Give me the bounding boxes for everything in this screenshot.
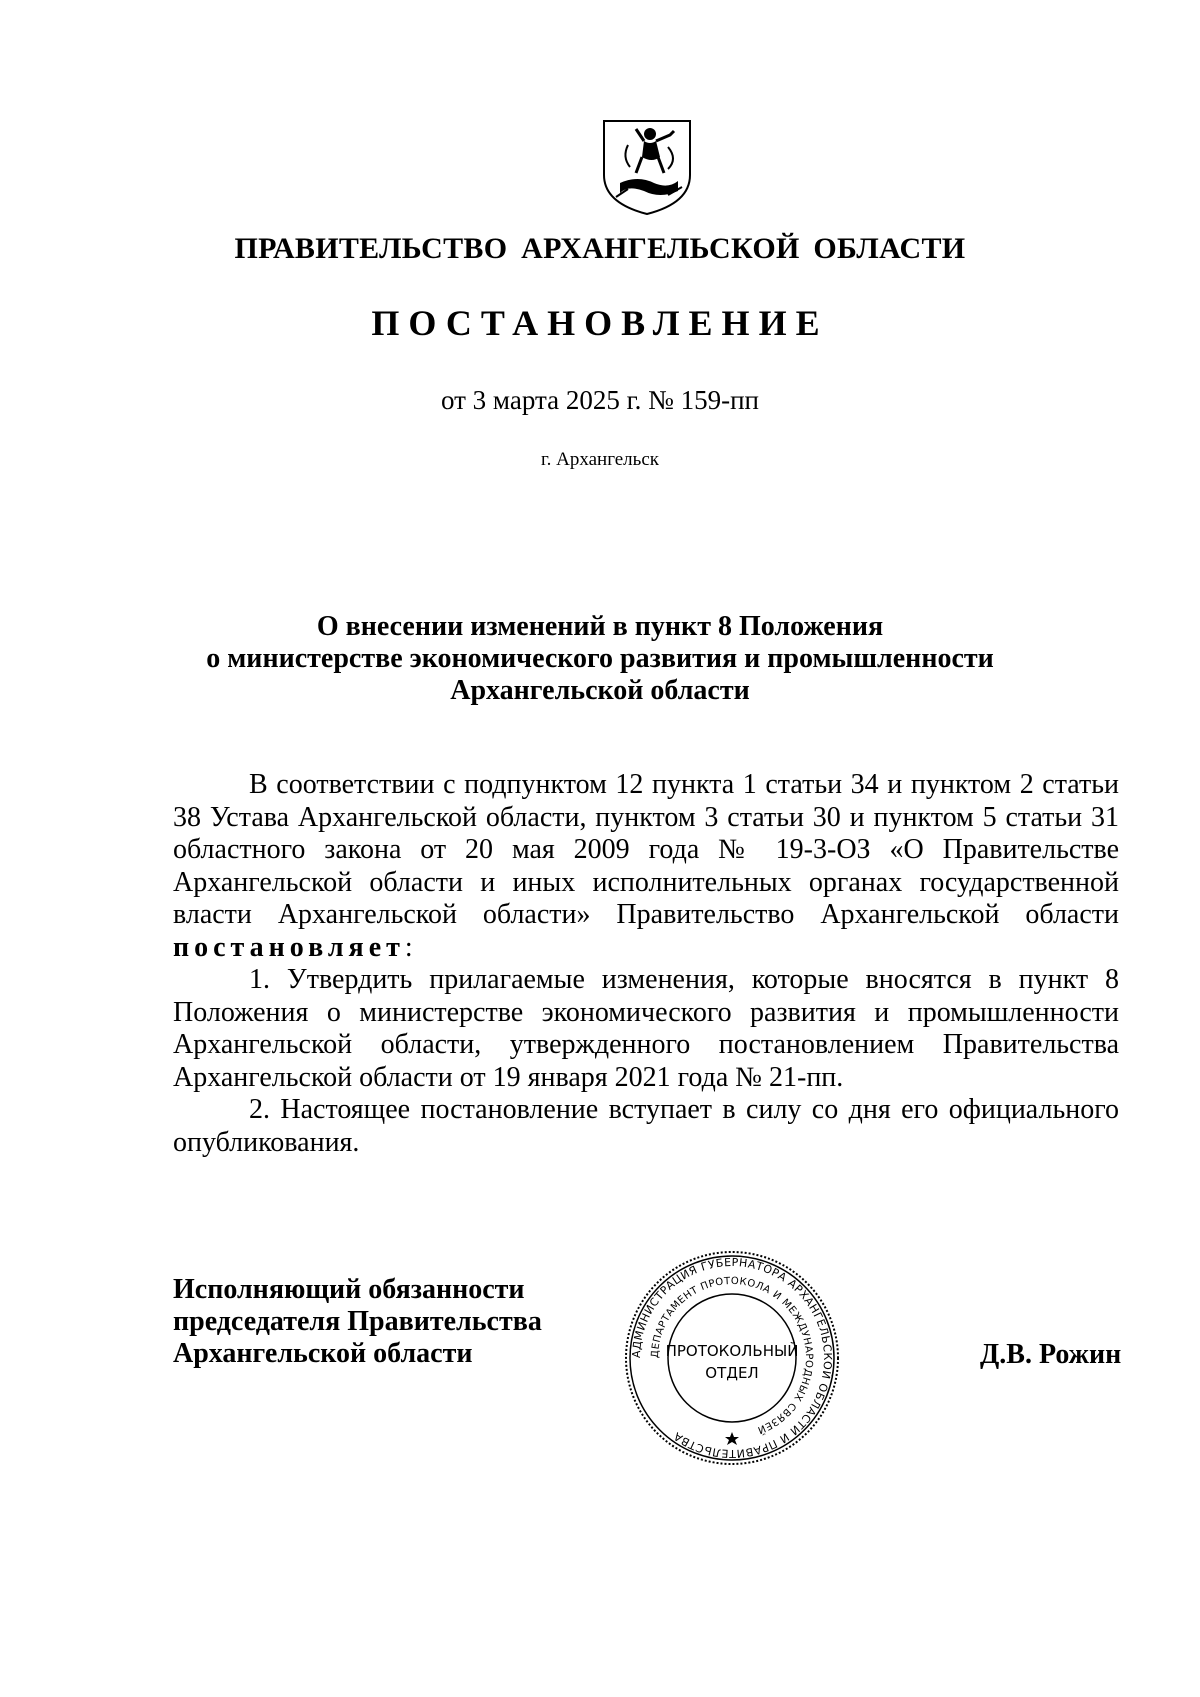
decree-item-1: 1. Утвердить прилагаемые изменения, которые вносятся в пункт 8 Положения о министерстве экономического развития и промышленности Архангельской области, утвержденного постановлением Правительства Архангельской области от 19 января 2021 года № 21-пп. — [173, 964, 1119, 1093]
signer-name: Д.В. Рожин — [980, 1339, 1122, 1370]
stamp-center-line: ОТДЕЛ — [705, 1364, 759, 1382]
government-title: ПРАВИТЕЛЬСТВО АРХАНГЕЛЬСКОЙ ОБЛАСТИ — [234, 232, 966, 265]
preamble-paragraph — [173, 769, 1119, 964]
stamp-inner-text: ДЕПАРТАМЕНТ ПРОТОКОЛА И МЕЖДУНАРОДНЫХ СВЯЗЕЙ — [649, 1275, 815, 1436]
decree-word: постановляет — [173, 931, 405, 963]
signer-title — [173, 1274, 542, 1370]
document-body — [173, 769, 1119, 1159]
document-type: ПОСТАНОВЛЕНИЕ — [371, 303, 829, 343]
document-subject — [0, 611, 1200, 707]
stamp-outer-text: АДМИНИСТРАЦИЯ ГУБЕРНАТОРА АРХАНГЕЛЬСКОЙ ОБЛАСТИ И ПРАВИТЕЛЬСТВА — [629, 1255, 835, 1461]
subject-line: О внесении изменений в пункт 8 Положения — [316, 611, 884, 642]
decree-item-2: 2. Настоящее постановление вступает в силу со дня его официального опубликования. — [173, 1094, 1119, 1158]
subject-line: о министерстве экономического развития и промышленности — [206, 643, 994, 674]
stamp-center-line: ПРОТОКОЛЬНЫЙ — [665, 1342, 799, 1360]
signer-title-line: председателя Правительства — [173, 1306, 542, 1337]
document-date-number: от 3 марта 2025 г. № 159-пп — [440, 385, 759, 415]
signer-title-line: Архангельской области — [173, 1338, 473, 1369]
signer-title-line: Исполняющий обязанности — [173, 1274, 525, 1305]
decree-colon: : — [404, 931, 413, 963]
stamp-star-icon — [725, 1432, 739, 1445]
subject-line: Архангельской области — [450, 675, 750, 706]
document-place: г. Архангельск — [540, 449, 659, 470]
official-stamp-icon — [622, 1248, 842, 1468]
preamble-text: В соответствии с подпунктом 12 пункта 1 статьи 34 и пунктом 2 статьи 38 Устава Архангельской области, пунктом 3 статьи 30 и пунктом 5 статьи 31 областного закона от 20 мая 2009 года № 19-3-ОЗ «О Правительстве Архангельской области и иных исполнительных органах государственной власти Архангельской области» Правительство Архангельской области — [173, 769, 1119, 930]
coat-of-arms-icon — [598, 117, 696, 217]
